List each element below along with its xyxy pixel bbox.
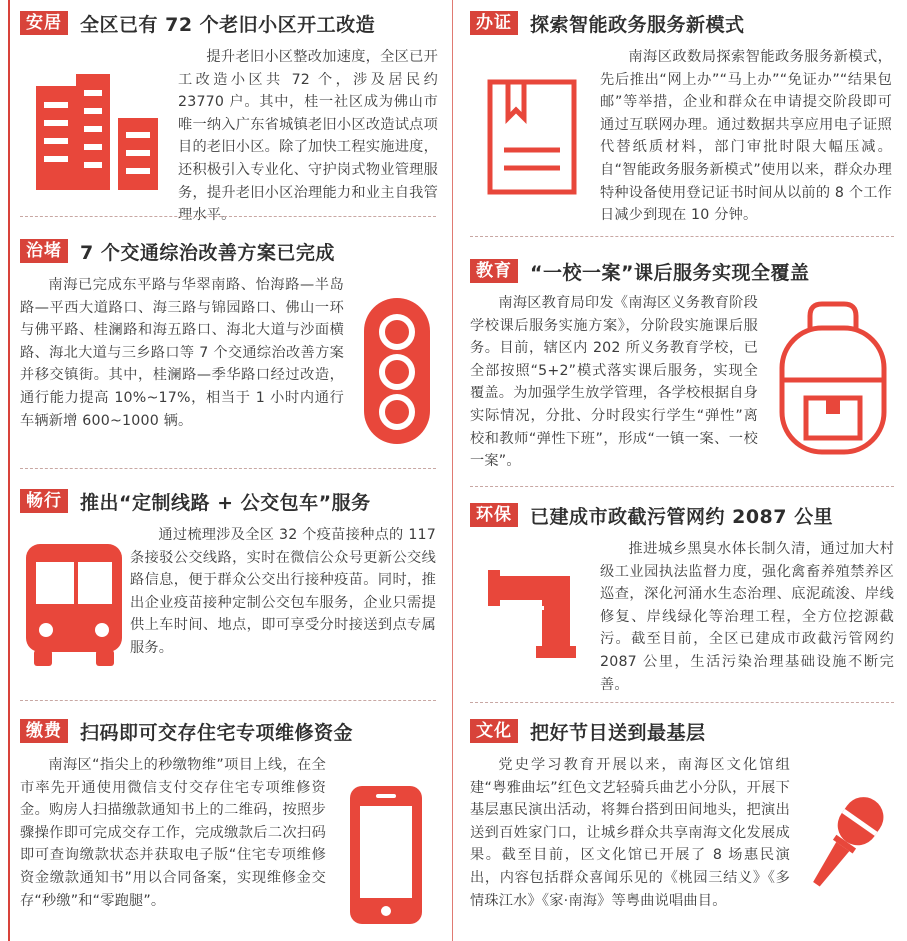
left-accent-rule <box>8 0 10 941</box>
section-header <box>20 238 335 264</box>
section-jiaoyu <box>470 258 900 488</box>
section-tag: 治堵 <box>20 239 68 263</box>
section-zhidu <box>20 238 440 468</box>
traffic-light-icon <box>362 296 432 446</box>
section-tag: 办证 <box>470 11 518 35</box>
section-separator <box>20 216 436 217</box>
section-tag: 文化 <box>470 719 518 743</box>
section-body: 推进城乡黑臭水体长制久清，通过加大村级工业园执法监督力度，强化禽畜养殖禁养区巡查，深化河涌水生态治理、底泥疏浚、岸线修复、岸线绿化等治理工程，全方位挖源截污。截至目前，全区已建成市政截污管网约 2087 公里，生活污染治理基础设施不断完善。 <box>600 541 894 693</box>
section-wenhua <box>470 718 900 940</box>
section-separator <box>470 702 894 703</box>
backpack-icon <box>770 298 896 458</box>
section-header <box>20 488 371 514</box>
section-title: 推出“定制线路 + 公交包车”服务 <box>80 491 371 514</box>
section-anju <box>20 10 440 224</box>
section-tag: 教育 <box>470 259 518 283</box>
section-banzheng <box>470 10 900 230</box>
microphone-icon <box>800 786 898 906</box>
section-title: 探索智能政务服务新模式 <box>530 13 745 36</box>
section-separator <box>20 700 436 701</box>
section-separator <box>20 468 436 469</box>
section-header <box>470 718 706 744</box>
pipe-icon <box>486 560 590 668</box>
section-separator <box>470 486 894 487</box>
section-jiaofei <box>20 718 440 940</box>
section-header <box>470 258 809 284</box>
section-title: 扫码即可交存住宅专项维修资金 <box>80 721 354 744</box>
section-header <box>470 10 745 36</box>
section-title: 把好节目送到最基层 <box>530 721 706 744</box>
section-body: 南海区政数局探索智能政务服务新模式，先后推出“网上办”“马上办”“免证办”“结果包邮”等举措，企业和群众在申请提交阶段即可通过互联网办理。通过数据共享应用电子证照代替纸质材料，部门审批时限大幅压减。自“智能政务服务新模式”使用以来，群众办理特种设备使用登记证书时间从以前的 8 个工作日减少到现在 10 分钟。 <box>600 49 893 224</box>
section-title: 7 个交通综治改善方案已完成 <box>80 241 335 264</box>
section-huanbao <box>470 502 900 702</box>
section-header <box>20 718 353 744</box>
buildings-icon <box>34 72 160 194</box>
section-title: 全区已有 72 个老旧小区开工改造 <box>80 13 376 36</box>
section-tag: 安居 <box>20 11 68 35</box>
section-title: 已建成市政截污管网约 2087 公里 <box>530 505 834 528</box>
section-header <box>20 10 375 36</box>
section-header <box>470 502 833 528</box>
section-tag: 畅行 <box>20 489 68 513</box>
bus-icon <box>22 540 126 670</box>
section-tag: 环保 <box>470 503 518 527</box>
document-icon <box>486 78 578 196</box>
section-body: 南海已完成东平路与华翠南路、怡海路—半岛路—平西大道路口、海三路与锦园路口、佛山一环与佛平路、桂澜路和海五路口、海北大道与沙面横路、海北大道与三乡路口等 7 个交通综治改善方案并移交镇街。其中，桂澜路—季华路口经过改造，通行能力提高 10%~17%，相当于 1 小时内通行车辆新增 600~1000 辆。 <box>20 277 344 429</box>
column-divider <box>452 0 453 941</box>
section-body: 提升老旧小区整改加速度，全区已开工改造小区共 72 个，涉及居民约 23770 户。其中，桂一社区成为佛山市唯一纳入广东省城镇老旧小区改造试点项目的老旧小区。除了加快工程实施进度，还积极引入专业化、守护岗式物业管理服务，提升老旧小区治理能力和业主自我管理水平。 <box>178 49 438 224</box>
section-changxing <box>20 488 440 700</box>
section-title: “一校一案”课后服务实现全覆盖 <box>530 261 810 284</box>
section-body: 南海区“指尖上的秒缴物维”项目上线，在全市率先开通使用微信支付交存住宅专项维修资金。购房人扫描缴款通知书上的二维码，按照步骤操作即可完成交存工作，完成缴款后二次扫码即可查询缴款状态并获取电子版“住宅专项维修资金缴款通知书”用以合同备案，实现维修金交存“秒缴”和“零跑腿”。 <box>20 757 326 909</box>
section-separator <box>470 236 894 237</box>
smartphone-icon <box>346 782 426 928</box>
section-body: 通过梳理涉及全区 32 个疫苗接种点的 117 条接驳公交线路，实时在微信公众号更新公交线路信息，便于群众公交出行接种疫苗。同时，推出企业疫苗接种定制公交包车服务，企业只需提供上车时间、地点，即可享受分时接送到点专属服务。 <box>130 527 436 656</box>
section-body: 党史学习教育开展以来，南海区文化馆组建“粤雅曲坛”红色文艺轻骑兵曲艺小分队，开展下基层惠民演出活动，将舞台搭到田间地头，把演出送到百姓家门口，让城乡群众共享南海文化发展成果。截至目前，区文化馆已开展了 8 场惠民演出，内容包括群众喜闻乐见的《桃园三结义》《多情珠江水》《家·南海》等粤曲说唱曲目。 <box>470 757 790 909</box>
section-tag: 缴费 <box>20 719 68 743</box>
section-body: 南海区教育局印发《南海区义务教育阶段学校课后服务实施方案》，分阶段实施课后服务。目前，辖区内 202 所义务教育学校，已全部按照“5+2”模式落实课后服务，实现全覆盖。为加强学生放学管理，各学校根据自身实际情况，分批、分时段实行学生“弹性”离校和教师“弹性下班”，形成“一镇一案、一校一案”。 <box>470 295 758 470</box>
